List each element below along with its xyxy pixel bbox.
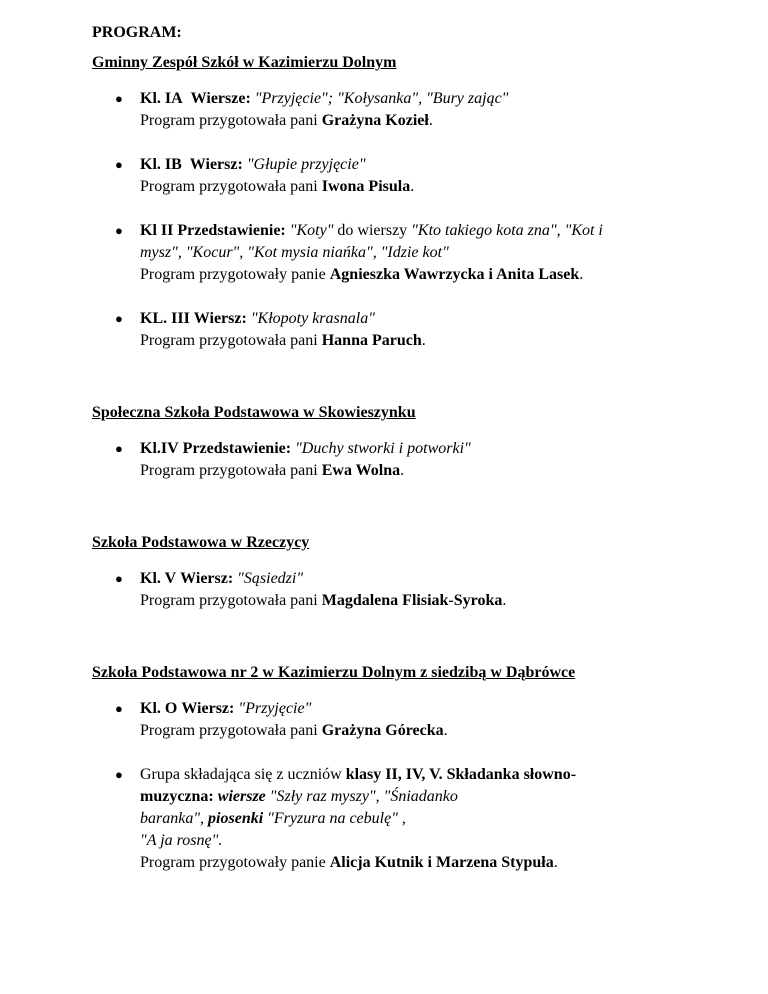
teacher-name: Hanna Paruch (321, 332, 422, 349)
bullet-icon: ● (115, 91, 123, 106)
program-item: ● Grupa składająca się z uczniów klasy II, IV, V. Składanka słowno- muzyczna: wiersze "Szły raz myszy", "Śniadanko baranka", piosenki "Fryzura na cebulę" , "A ja rosnę". Program przygotowały panie Alicja Kutnik i Marzena Stypuła. (115, 766, 577, 871)
class-label: Kl. IA (140, 90, 183, 107)
kind-label: Wiersz: (189, 156, 243, 173)
program-item: ● Kl. IB Wiersz: "Głupie przyjęcie" Program przygotowała pani Iwona Pisula. (115, 156, 415, 195)
teacher-name: Iwona Pisula (321, 178, 411, 195)
kind-label: Wiersz: (180, 570, 234, 587)
kind-label: Przedstawienie: (177, 222, 286, 239)
works-title: "Kto takiego kota zna", "Kot i (411, 222, 603, 239)
program-item: ● KL. III Wiersz: "Kłopoty krasnala" Program przygotowała pani Hanna Paruch. (115, 310, 426, 349)
kind-label: Wiersz: (181, 700, 235, 717)
section-heading-ssp-skowieszynek: Społeczna Szkoła Podstawowa w Skowieszynku (92, 404, 416, 421)
class-label: Kl. O (140, 700, 178, 717)
bullet-icon: ● (115, 441, 123, 456)
program-list-sp-rzeczyca (92, 568, 732, 612)
works-title: "A ja rosnę". (140, 832, 223, 849)
program-item: ● Kl II Przedstawienie: "Koty" do wierszy "Kto takiego kota zna", "Kot i mysz", "Kocur", "Kot mysia niańka", "Idzie kot" Program przygotowały panie Agnieszka Wawrzycka i Anita Lasek. (115, 222, 603, 283)
document-title: PROGRAM: (92, 24, 182, 41)
prepared-by-text: Program przygotowały panie (140, 854, 326, 871)
works-title: "Głupie przyjęcie" (246, 156, 366, 173)
teacher-name: Agnieszka Wawrzycka i Anita Lasek (329, 266, 580, 283)
kind-label: Wiersz: (193, 310, 247, 327)
prepared-by-text: Program przygotowała pani (140, 112, 318, 129)
works-title: "Szły raz myszy", "Śniadanko (269, 788, 458, 805)
works-title: "Przyjęcie" (238, 700, 312, 717)
kind-label: Wiersze: (190, 90, 251, 107)
class-label: Kl.IV (140, 440, 179, 457)
teacher-name: Ewa Wolna (321, 462, 401, 479)
works-title: "Przyjęcie"; "Kołysanka", "Bury zając" (254, 90, 509, 107)
prepared-by-text: Program przygotowała pani (140, 462, 318, 479)
section-heading-sp2-dabrowka: Szkoła Podstawowa nr 2 w Kazimierzu Dolnym z siedzibą w Dąbrówce (92, 664, 576, 681)
class-label: Kl. V (140, 570, 177, 587)
class-label: Kl. IB (140, 156, 182, 173)
bullet-icon: ● (115, 157, 123, 172)
class-label: Kl II (140, 222, 174, 239)
songs-label: piosenki (208, 810, 264, 827)
bullet-icon: ● (115, 701, 123, 716)
works-title: "Koty" (289, 222, 334, 239)
works-title: "Sąsiedzi" (237, 570, 304, 587)
program-list-ssp-skowieszynek (92, 438, 732, 482)
document-page (92, 22, 732, 874)
program-list-sp2-dabrowka (92, 698, 732, 874)
teacher-name: Grażyna Górecka (321, 722, 444, 739)
section-heading-sp-rzeczyca: Szkoła Podstawowa w Rzeczycy (92, 534, 310, 551)
prepared-by-text: Program przygotowała pani (140, 178, 318, 195)
prepared-by-text: Program przygotowały panie (140, 266, 326, 283)
bullet-icon: ● (115, 571, 123, 586)
bullet-icon: ● (115, 311, 123, 326)
program-item: ● Kl. O Wiersz: "Przyjęcie" Program przygotowała pani Grażyna Górecka. (115, 700, 448, 739)
works-title: mysz", "Kocur", "Kot mysia niańka", "Idzie kot" (140, 244, 449, 261)
works-title: "Fryzura na cebulę" , (267, 810, 406, 827)
group-intro-text: Grupa składająca się z uczniów (140, 766, 342, 783)
works-title: "Duchy stworki i potworki" (295, 440, 471, 457)
group-classes: muzyczna: (140, 788, 214, 805)
class-label: KL. III (140, 310, 190, 327)
teacher-name: Grażyna Kozieł (321, 112, 429, 129)
program-item: ● Kl. IA Wiersze: "Przyjęcie"; "Kołysanka", "Bury zając" Program przygotowała pani Grażyna Kozieł. (115, 90, 509, 129)
works-title: "Kłopoty krasnala" (250, 310, 375, 327)
program-item: ● Kl. V Wiersz: "Sąsiedzi" Program przygotowała pani Magdalena Flisiak-Syroka. (115, 570, 507, 609)
group-classes: klasy II, IV, V. Składanka słowno- (345, 766, 577, 783)
bullet-icon: ● (115, 767, 123, 782)
poems-label: wiersze (217, 788, 266, 805)
prepared-by-text: Program przygotowała pani (140, 592, 318, 609)
program-item: ● Kl.IV Przedstawienie: "Duchy stworki i potworki" Program przygotowała pani Ewa Wolna. (115, 440, 471, 479)
program-list-gzs-kazimierz (92, 88, 732, 352)
works-title: baranka", (140, 810, 205, 827)
kind-label: Przedstawienie: (182, 440, 292, 457)
bullet-icon: ● (115, 223, 123, 238)
prepared-by-text: Program przygotowała pani (140, 332, 318, 349)
prepared-by-text: Program przygotowała pani (140, 722, 318, 739)
teacher-name: Alicja Kutnik i Marzena Stypuła (329, 854, 554, 871)
teacher-name: Magdalena Flisiak-Syroka (321, 592, 503, 609)
section-heading-gzs-kazimierz: Gminny Zespół Szkół w Kazimierzu Dolnym (92, 54, 397, 71)
works-connector: do wierszy (337, 222, 408, 239)
